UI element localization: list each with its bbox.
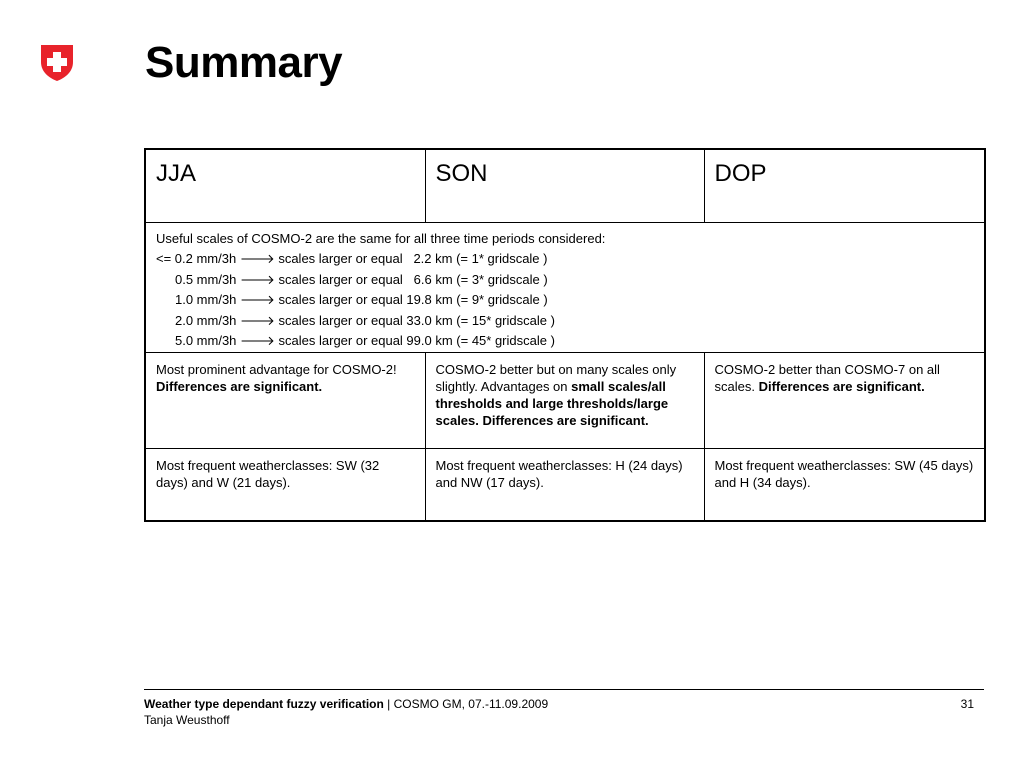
summary-table bbox=[144, 148, 986, 522]
arrow-right-icon: 🡒 bbox=[240, 333, 275, 348]
weatherclass-jja: Most frequent weatherclasses: SW (32 days) and W (21 days). bbox=[145, 448, 425, 521]
significance-note: small scales/all thresholds and large thresholds/large scales. Differences are significant. bbox=[435, 378, 669, 428]
footer-event: COSMO GM, 07.-11.09.2009 bbox=[393, 697, 549, 711]
scales-intro: Useful scales of COSMO-2 are the same for all three time periods considered: bbox=[156, 230, 606, 246]
footer-separator: | bbox=[383, 697, 394, 711]
footer-author: Tanja Weusthoff bbox=[144, 713, 230, 727]
advantage-jja: Most prominent advantage for COSMO-2! Differences are significant. bbox=[145, 352, 425, 448]
scale-text: scales larger or equal 99.0 km (= 45* gridscale ) bbox=[274, 333, 555, 348]
table-header-row bbox=[145, 149, 985, 222]
advantages-row bbox=[145, 352, 985, 448]
significance-note: Differences are significant. bbox=[758, 378, 925, 394]
weatherclass-son: Most frequent weatherclasses: H (24 days) and NW (17 days). bbox=[425, 448, 704, 521]
scale-threshold: 1.0 mm/3h bbox=[175, 292, 237, 307]
scale-text: scales larger or equal 6.6 km (= 3* gridscale ) bbox=[274, 271, 548, 287]
page-number: 31 bbox=[960, 697, 974, 711]
scale-text: scales larger or equal 33.0 km (= 15* gridscale ) bbox=[274, 312, 555, 328]
useful-scales-cell bbox=[145, 222, 985, 352]
scale-line bbox=[156, 249, 974, 270]
header-jja: JJA bbox=[145, 149, 425, 222]
scale-text: scales larger or equal 19.8 km (= 9* gridscale ) bbox=[274, 292, 548, 307]
scale-line bbox=[156, 270, 974, 291]
slide-title: Summary bbox=[145, 38, 343, 87]
scale-text: scales larger or equal 2.2 km (= 1* gridscale ) bbox=[274, 251, 548, 266]
footer bbox=[144, 696, 548, 728]
footer-title-line bbox=[144, 696, 548, 712]
scale-line bbox=[156, 331, 974, 352]
arrow-right-icon: 🡒 bbox=[240, 271, 275, 287]
advantage-son: COSMO-2 better but on many scales only slightly. Advantages on small scales/all thresholds and large thresholds/large scales. Differences are significant. bbox=[425, 352, 704, 448]
scale-threshold: 5.0 mm/3h bbox=[175, 333, 237, 348]
header-son: SON bbox=[425, 149, 704, 222]
advantage-dop: COSMO-2 better than COSMO-7 on all scales. Differences are significant. bbox=[704, 352, 985, 448]
scale-threshold: 2.0 mm/3h bbox=[175, 312, 237, 328]
footer-divider bbox=[144, 689, 984, 690]
arrow-right-icon: 🡒 bbox=[240, 292, 275, 307]
scale-line bbox=[156, 290, 974, 311]
useful-scales-row bbox=[145, 222, 985, 352]
weatherclasses-row bbox=[145, 448, 985, 521]
arrow-right-icon: 🡒 bbox=[239, 251, 275, 266]
scale-threshold: 0.5 mm/3h bbox=[175, 271, 237, 287]
header-dop: DOP bbox=[704, 149, 985, 222]
weatherclass-dop: Most frequent weatherclasses: SW (45 days) and H (34 days). bbox=[704, 448, 985, 521]
scale-line bbox=[156, 311, 974, 332]
swiss-cross-icon bbox=[40, 44, 74, 82]
footer-title: Weather type dependant fuzzy verification bbox=[144, 697, 384, 711]
scale-threshold: <= 0.2 mm/3h bbox=[156, 251, 237, 266]
arrow-right-icon: 🡒 bbox=[240, 312, 275, 328]
significance-note: Differences are significant. bbox=[156, 378, 323, 394]
